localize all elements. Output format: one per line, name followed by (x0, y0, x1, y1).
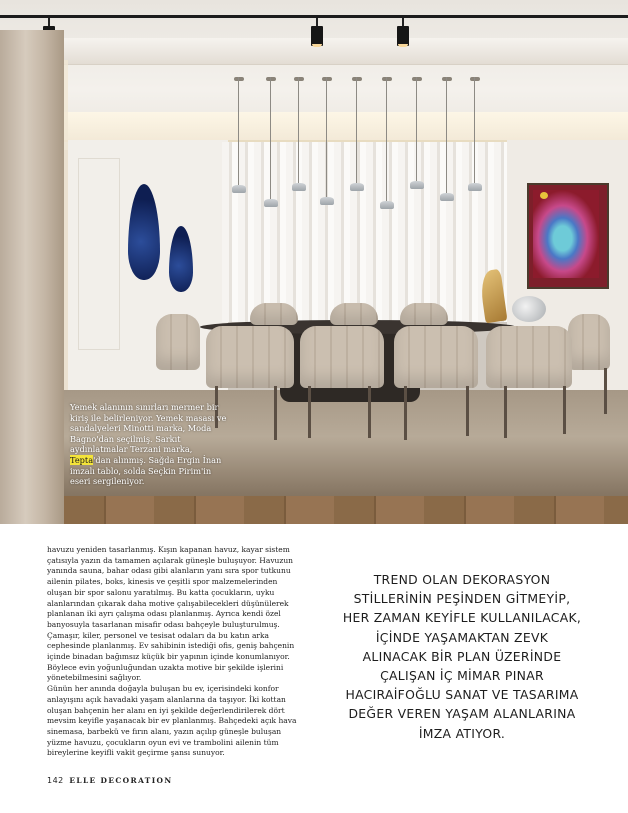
pull-quote-line: HER ZAMAN KEYİFLE KULLANILACAK, (342, 610, 582, 626)
wood-floor (64, 496, 628, 524)
dining-chair (330, 303, 378, 325)
pull-quote-line: ALINACAK BİR PLAN ÜZERİNDE (362, 648, 562, 664)
ceiling-cove-light (60, 112, 628, 142)
pull-quote-line: STİLLERİNİN PEŞİNDEN GİTMEYİP, (353, 591, 571, 607)
silver-bowl (512, 296, 546, 322)
dining-chair (250, 303, 298, 325)
pendant-lamp (350, 77, 364, 191)
pull-quote-line: İÇİNDE YAŞAMAKTAN ZEVK (375, 629, 549, 645)
photo-caption (70, 402, 230, 487)
pendant-lamp (440, 77, 454, 201)
chair-leg (604, 368, 607, 414)
pendant-lamp (320, 77, 334, 205)
pull-quote-line: DEĞER VEREN YAŞAM ALANLARINA (348, 706, 576, 722)
track-spotlight (397, 18, 409, 48)
wall-molding (78, 158, 120, 350)
marble-pillar (0, 30, 64, 524)
pull-quote (312, 570, 612, 743)
dining-chair (156, 314, 200, 370)
page-number: 142 (47, 776, 64, 785)
pull-quote-line: HACIRAİFOĞLU SANAT VE TASARIMA (345, 687, 579, 703)
dining-chair (568, 314, 610, 370)
magazine-name: ELLE DECORATION (69, 776, 173, 785)
chair-leg (563, 386, 566, 434)
page-footer (47, 776, 173, 785)
painting-detail (540, 192, 548, 199)
article-body (47, 545, 302, 759)
dining-chair (400, 303, 448, 325)
pull-quote-line: TREND OLAN DEKORASYON (373, 572, 551, 587)
pendant-lamp (232, 77, 246, 195)
chair-leg (308, 386, 311, 438)
dining-chair (486, 326, 572, 388)
caption-text-end: 'dan alınmış. Sağda Ergin İnan imzalı tablo, solda Seçkin Pirim'in eseri sergileniyor. (70, 454, 222, 487)
chair-leg (368, 386, 371, 438)
chair-leg (404, 386, 407, 440)
caption-text: Yemek alanının sınırları mermer bir kiriş ile belirleniyor. Yemek masası ve sandalyeleri Minotti marka, Moda Bagno'dan seçilmiş. Sarkıt aydınlatmalar Terzani marka, (70, 402, 227, 455)
dining-chair (300, 326, 384, 388)
pendant-lamp (292, 77, 306, 192)
body-paragraph: havuzu yeniden tasarlanmış. Kışın kapanan havuz, kayar sistem çatısıyla yazın da tamamen açılarak güneşle buluşuyor. Havuzun yanında sauna, bahar odası gibi alanların yanı sıra spor tutkunu ailenin pilates, boks, kinesis ve çeşitli spor malzemelerinden oluşan bir spor salonu yaratılmış. Bu katta çocukların, uyku alanlarından çıkarak daha motive çalışabilecekleri düşünülerek planlanan iki ayrı çalışma odası planlanmış. Ayrıca kendi özel banyosuyla tasarlanan misafir odası bahçeyle buluşturulmuş. Çamaşır, kiler, personel ve tesisat odaları da bu katın arka cephesinde planlanmış. Ev sahibinin istediği ofis, geniş bahçenin içinde binadan bağımsız küçük bir yapının içinde konumlanıyor. Böylece evin yoğunluğundan uzakta motive bir şekilde işlerini yönetebilmesini sağlıyor. (47, 545, 295, 683)
pull-quote-line: ÇALIŞAN İÇ MİMAR PINAR (380, 668, 544, 684)
pendant-lamp (410, 77, 424, 189)
pendant-lamp (380, 77, 394, 209)
ceiling-beam (40, 38, 628, 65)
chair-leg (274, 386, 277, 440)
chair-leg (504, 386, 507, 438)
body-paragraph: Günün her anında doğayla buluşan bu ev, içerisindeki konfor anlayışını açık havadaki yaşam alanlarına da taşıyor. İki kottan oluşan bahçenin her alanı en iyi şekilde değerlendirilerek dört mevsim keyifle yaşanacak bir ev planlanmış. Bahçedeki açık hava sinemasa, barbekü ve fırın alanı, yazın açılıp güneşle buluşan yüzme havuzu, çocukların oyun evi ve trambolini ailenin tüm bireylerine keyifli vakit geçirme şansı sunuyor. (47, 684, 297, 758)
chair-leg (466, 386, 469, 436)
pendant-lamp (468, 77, 482, 191)
pendant-lamp (264, 77, 278, 207)
pull-quote-line: İMZA ATIYOR. (418, 725, 506, 741)
caption-highlight: Tepta (70, 454, 94, 465)
dining-chair (206, 326, 294, 388)
painting-canvas (533, 190, 599, 278)
dining-chair (394, 326, 478, 388)
track-spotlight (311, 18, 323, 48)
